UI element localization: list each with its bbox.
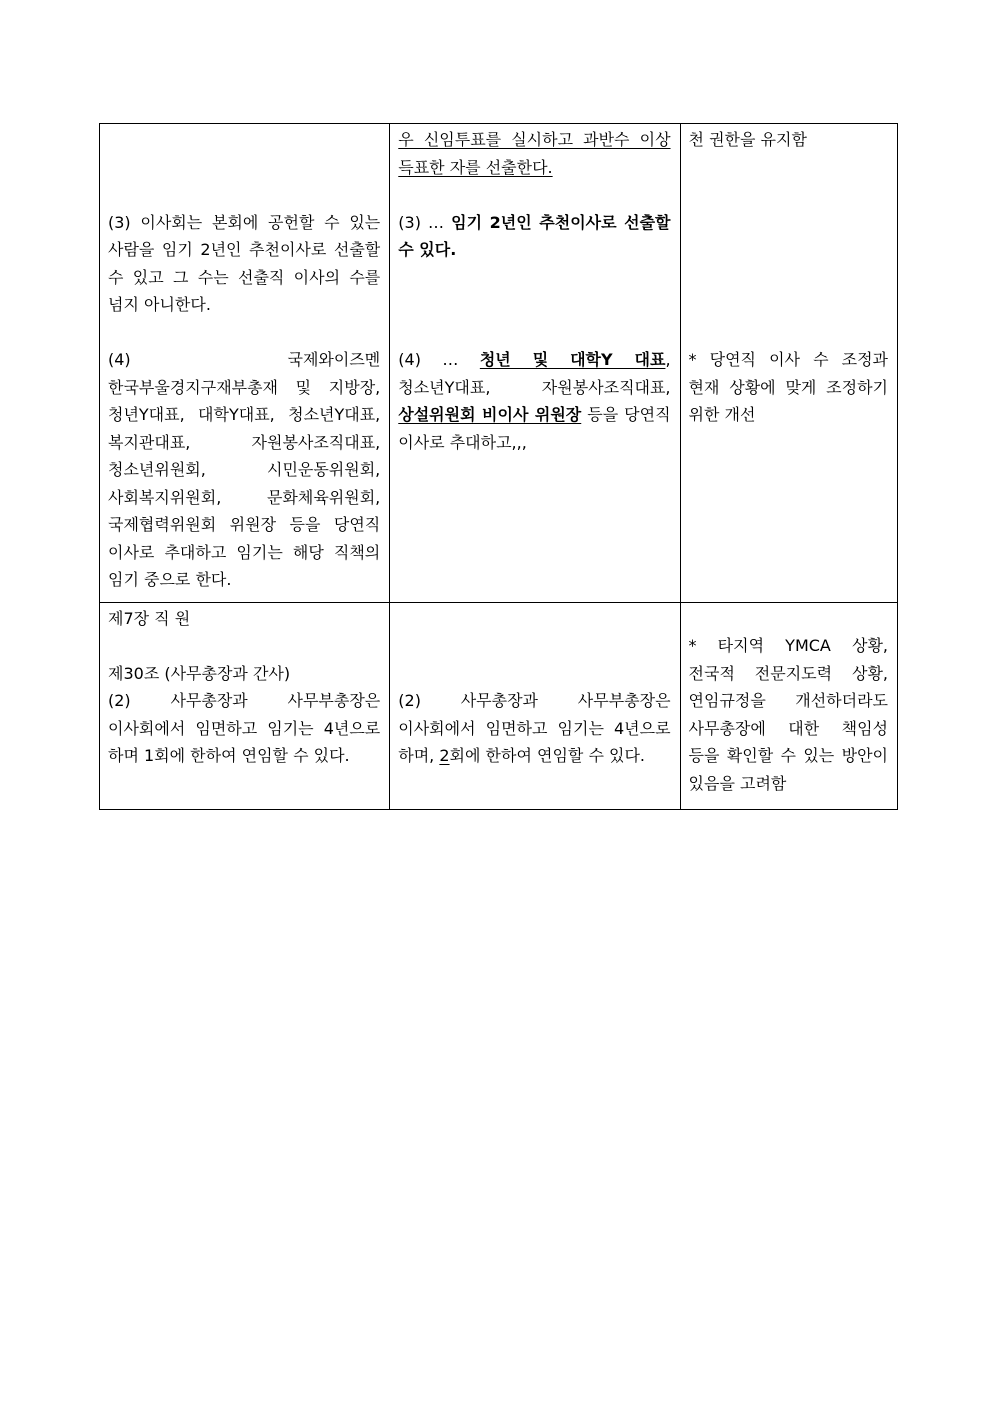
remarks-note: * 타지역 YMCA 상황, 전국적 전문지도력 상황, 연임규정을 개선하더라도 사무총장에 대한 책임성 등을 확인할 수 있는 방안이 있음을 고려함 — [688, 636, 888, 793]
revised-rule-clause-3: (3) … 임기 2년인 추천이사로 선출할 수 있다. — [398, 212, 671, 259]
revised-rule-continuation: 우 신임투표를 실시하고 과반수 이상 득표한 자를 선출한다. — [398, 130, 671, 177]
revision-comparison-table — [99, 123, 898, 810]
current-rule-clause-2: (2) 사무총장과 사무부총장은 이사회에서 임면하고 임기는 4년으로 하며 1회에 한하여 연임할 수 있다. — [108, 691, 381, 765]
current-rule-clause-3: (3) 이사회는 본회에 공헌할 수 있는 사람을 임기 2년인 추천이사로 선출할 수 있고 그 수는 선출직 이사의 수를 넘지 아니한다. — [108, 212, 381, 314]
revised-rule-clause-4: (4) … 청년 및 대학Y 대표, 청소년Y대표, 자원봉사조직대표, 상설위원회 비이사 위원장 등을 당연직 이사로 추대하고,,, — [398, 350, 671, 452]
remarks-note: * 당연직 이사 수 조정과 현재 상황에 맞게 조정하기 위한 개선 — [688, 350, 888, 424]
chapter-heading: 제7장 직 원 — [108, 608, 191, 628]
revised-rule-cell — [390, 602, 680, 809]
revised-rule-cell — [390, 124, 680, 603]
remarks-continuation: 천 권한을 유지함 — [688, 130, 807, 149]
remarks-cell — [680, 124, 897, 603]
current-rule-clause-4: (4) 국제와이즈멘 한국부울경지구재부총재 및 지방장, 청년Y대표, 대학Y대표, 청소년Y대표, 복지관대표, 자원봉사조직대표, 청소년위원회, 시민운동위원회, 사회복지위원회, 문화체육위원회, 국제협력위원회 위원장 등을 당연직 이사로 추대하고 임기는 해당 직책의 임기 중으로 한다. — [108, 350, 381, 589]
remarks-cell — [680, 602, 897, 809]
current-rule-cell — [100, 124, 390, 603]
table-row — [100, 124, 898, 603]
article-heading: 제30조 (사무총장과 간사) — [108, 663, 291, 683]
table-row — [100, 602, 898, 809]
revised-rule-clause-2: (2) 사무총장과 사무부총장은 이사회에서 임면하고 임기는 4년으로 하며, 2회에 한하여 연임할 수 있다. — [398, 691, 671, 765]
current-rule-cell — [100, 602, 390, 809]
